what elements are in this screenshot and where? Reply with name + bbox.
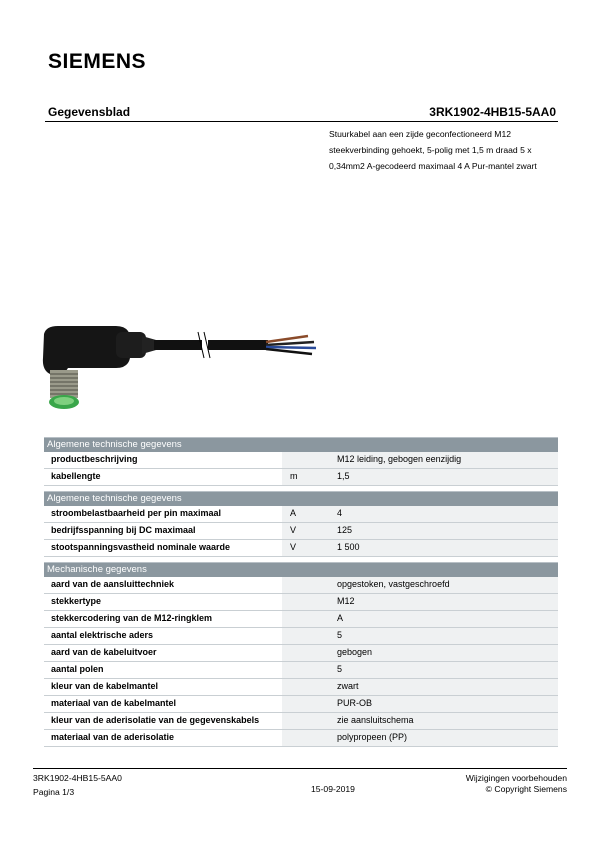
- spec-name: materiaal van de kabelmantel: [44, 696, 282, 712]
- spec-name: aantal polen: [44, 662, 282, 678]
- spec-value: 5: [334, 628, 558, 644]
- spec-value: A: [334, 611, 558, 627]
- spec-value: zie aansluitschema: [334, 713, 558, 729]
- footer-copyright: © Copyright Siemens: [485, 784, 567, 794]
- table-row: [44, 662, 558, 679]
- spec-table-mechanical: [44, 562, 558, 747]
- spec-name: stroombelastbaarheid per pin maximaal: [44, 506, 282, 522]
- spec-name: kleur van de kabelmantel: [44, 679, 282, 695]
- spec-name: aard van de kabeluitvoer: [44, 645, 282, 661]
- document-type-title: Gegevensblad: [48, 105, 131, 119]
- spec-unit: [282, 452, 334, 468]
- footer-page-number: Pagina 1/3: [33, 787, 75, 797]
- spec-unit: V: [282, 523, 334, 539]
- spec-table-general-2: [44, 491, 558, 557]
- spec-name: kabellengte: [44, 469, 282, 485]
- table-row: [44, 594, 558, 611]
- table-row: [44, 628, 558, 645]
- spec-name: kleur van de aderisolatie van de gegevenskabels: [44, 713, 282, 729]
- spec-value: M12 leiding, gebogen eenzijdig: [334, 452, 558, 468]
- footer-product-code: 3RK1902-4HB15-5AA0: [33, 773, 122, 783]
- table-row: [44, 730, 558, 747]
- cable-connector-image: [38, 318, 328, 418]
- spec-value: opgestoken, vastgeschroefd: [334, 577, 558, 593]
- section-header: Mechanische gegevens: [44, 562, 558, 577]
- spec-value: 5: [334, 662, 558, 678]
- spec-name: stootspanningsvastheid nominale waarde: [44, 540, 282, 556]
- table-row: [44, 506, 558, 523]
- section-header: Algemene technische gegevens: [44, 437, 558, 452]
- spec-value: 1,5: [334, 469, 558, 485]
- spec-unit: [282, 645, 334, 661]
- spec-name: productbeschrijving: [44, 452, 282, 468]
- spec-unit: [282, 628, 334, 644]
- spec-unit: [282, 696, 334, 712]
- spec-name: bedrijfsspanning bij DC maximaal: [44, 523, 282, 539]
- spec-name: aantal elektrische aders: [44, 628, 282, 644]
- table-row: [44, 523, 558, 540]
- spec-name: aard van de aansluittechniek: [44, 577, 282, 593]
- product-number-title: 3RK1902-4HB15-5AA0: [429, 105, 556, 119]
- spec-unit: [282, 662, 334, 678]
- table-row: [44, 469, 558, 486]
- document-header: [45, 104, 558, 122]
- table-row: [44, 713, 558, 730]
- spec-table-general-1: [44, 437, 558, 486]
- spec-value: 1 500: [334, 540, 558, 556]
- table-row: [44, 645, 558, 662]
- spec-name: stekkertype: [44, 594, 282, 610]
- table-row: [44, 679, 558, 696]
- spec-unit: [282, 611, 334, 627]
- spec-value: 4: [334, 506, 558, 522]
- table-row: [44, 452, 558, 469]
- spec-value: gebogen: [334, 645, 558, 661]
- spec-name: stekkercodering van de M12-ringklem: [44, 611, 282, 627]
- spec-unit: V: [282, 540, 334, 556]
- footer-disclaimer: Wijzigingen voorbehouden: [465, 773, 567, 783]
- spec-value: zwart: [334, 679, 558, 695]
- spec-unit: m: [282, 469, 334, 485]
- product-description: Stuurkabel aan een zijde geconfectioneerd M12 steekverbinding gehoekt, 5-polig met 1,5 m draad 5 x 0,34mm2 A-gecodeerd maximaal 4 A Pur-mantel zwart: [329, 129, 537, 171]
- spec-unit: A: [282, 506, 334, 522]
- section-header: Algemene technische gegevens: [44, 491, 558, 506]
- siemens-logo: SIEMENS: [48, 50, 147, 73]
- spec-unit: [282, 679, 334, 695]
- spec-value: M12: [334, 594, 558, 610]
- spec-unit: [282, 594, 334, 610]
- spec-value: polypropeen (PP): [334, 730, 558, 746]
- footer-date: 15-09-2019: [311, 784, 355, 794]
- spec-unit: [282, 730, 334, 746]
- spec-unit: [282, 713, 334, 729]
- spec-name: materiaal van de aderisolatie: [44, 730, 282, 746]
- table-row: [44, 577, 558, 594]
- table-row: [44, 540, 558, 557]
- spec-value: 125: [334, 523, 558, 539]
- spec-value: PUR-OB: [334, 696, 558, 712]
- table-row: [44, 696, 558, 713]
- table-row: [44, 611, 558, 628]
- spec-unit: [282, 577, 334, 593]
- footer-divider: [33, 768, 567, 769]
